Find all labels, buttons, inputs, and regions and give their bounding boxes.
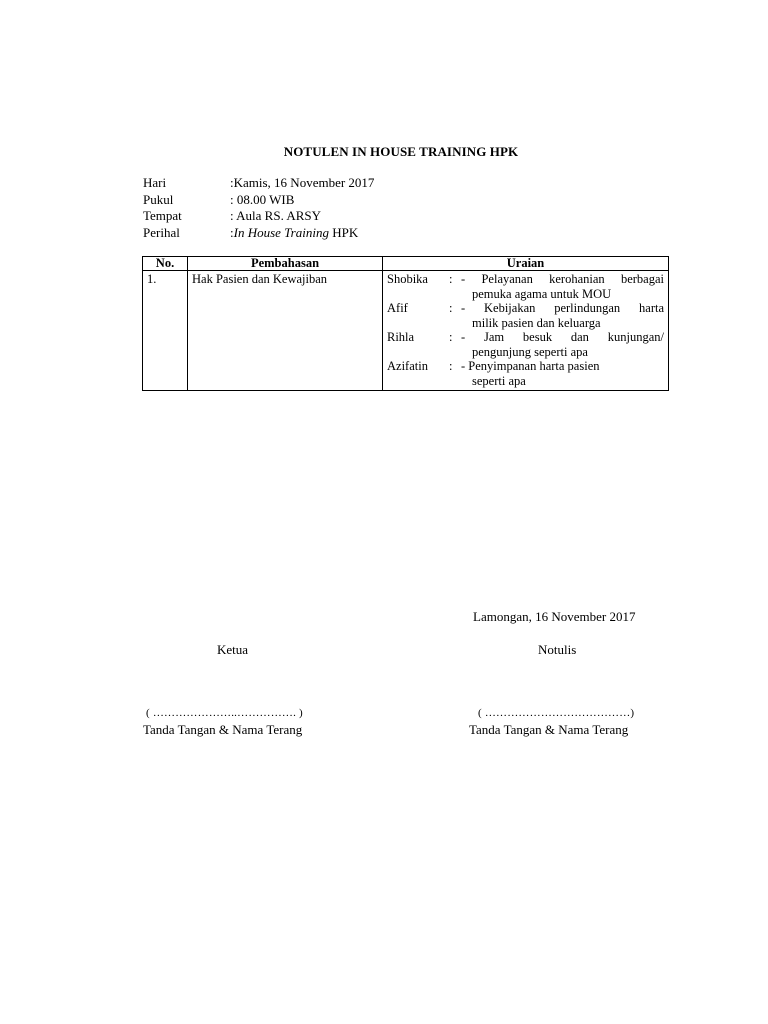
entry-line2: seperti apa <box>472 373 526 388</box>
entry-line1: - Penyimpanan harta pasien <box>461 359 600 373</box>
meta-value-pukul: : 08.00 WIB <box>230 191 295 207</box>
meta-value-tempat: : Aula RS. ARSY <box>230 208 322 223</box>
entry-body <box>449 301 664 330</box>
perihal-italic: In House Training <box>233 224 329 240</box>
header-uraian: Uraian <box>383 257 669 271</box>
meta-value-perihal <box>230 225 358 242</box>
entry-line2: pemuka agama untuk MOU <box>472 286 612 301</box>
table-row <box>143 271 669 391</box>
signature-line-left: ( …………………..……………. ) <box>146 707 303 719</box>
entry-speaker: Rihla <box>387 330 415 344</box>
minutes-table <box>142 256 669 391</box>
meeting-meta <box>143 175 374 241</box>
role-notulis: Notulis <box>538 642 577 657</box>
meta-row-pukul <box>143 192 374 209</box>
place-date: Lamongan, 16 November 2017 <box>473 609 636 624</box>
meta-label-tempat: Tempat <box>143 208 182 223</box>
cell-uraian <box>383 271 669 391</box>
meta-label-pukul: Pukul <box>143 191 174 207</box>
perihal-prefix: : <box>230 224 234 240</box>
uraian-entry <box>387 330 664 359</box>
entry-first-line <box>449 330 664 345</box>
document-title: NOTULEN IN HOUSE TRAINING HPK <box>283 144 519 159</box>
table-header-row <box>143 257 669 271</box>
cell-pembahasan: Hak Pasien dan Kewajiban <box>188 271 383 391</box>
header-no: No. <box>143 257 188 271</box>
signature-caption-right: Tanda Tangan & Nama Terang <box>469 722 629 737</box>
signature-caption-left: Tanda Tangan & Nama Terang <box>143 722 303 737</box>
entry-line1: - Jam besuk dan kunjungan/ <box>461 330 664 344</box>
entry-line1: - Kebijakan perlindungan harta <box>461 301 664 315</box>
entry-body <box>449 272 664 301</box>
cell-no: 1. <box>143 271 188 391</box>
meta-label-perihal: Perihal <box>143 224 180 240</box>
perihal-suffix: HPK <box>328 224 359 240</box>
uraian-entry <box>387 272 664 301</box>
entry-line2: milik pasien dan keluarga <box>472 315 601 330</box>
entry-colon: : <box>449 301 453 315</box>
entry-line2: pengunjung seperti apa <box>472 344 588 359</box>
entry-speaker: Afif <box>387 301 408 315</box>
role-ketua: Ketua <box>217 642 249 657</box>
signature-line-right: ( …………………………………) <box>478 707 635 719</box>
entry-speaker: Azifatin <box>387 359 428 373</box>
uraian-entry <box>387 301 664 330</box>
meta-value-hari: :Kamis, 16 November 2017 <box>230 175 375 190</box>
entry-speaker: Shobika <box>387 272 428 286</box>
meta-label-hari: Hari <box>143 175 167 190</box>
entry-body <box>449 359 664 388</box>
meta-row-hari <box>143 175 374 192</box>
uraian-entry <box>387 359 664 388</box>
entry-body <box>449 330 664 359</box>
meta-row-perihal <box>143 225 374 242</box>
entry-colon: : <box>449 330 453 344</box>
entry-first-line <box>449 272 664 287</box>
entry-colon: : <box>449 272 453 286</box>
entry-first-line <box>449 359 664 374</box>
entry-colon: : <box>449 359 453 373</box>
entry-first-line <box>449 301 664 316</box>
header-pembahasan: Pembahasan <box>188 257 383 271</box>
meta-row-tempat <box>143 208 374 225</box>
entry-line1: - Pelayanan kerohanian berbagai <box>461 272 664 286</box>
